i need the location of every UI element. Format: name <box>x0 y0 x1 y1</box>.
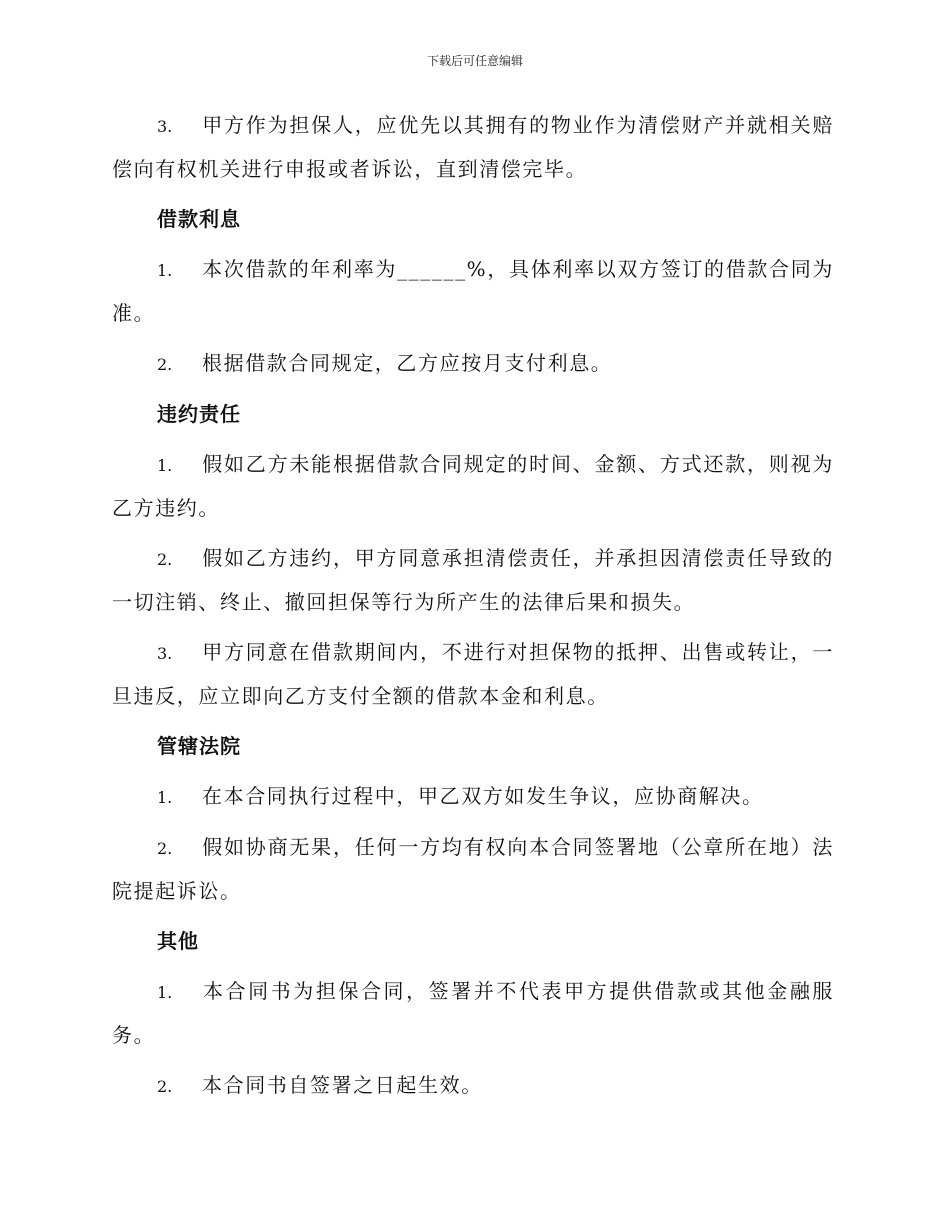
clause-text: 甲方作为担保人，应优先以其拥有的物业作为清偿财产并就相关赔偿向有权机关进行申报或者诉讼，直到清偿完毕。 <box>112 113 834 181</box>
clause-text: 假如乙方违约，甲方同意承担清偿责任，并承担因清偿责任导致的一切注销、终止、撤回担保等行为所产生的法律后果和损失。 <box>112 546 834 614</box>
page-header: 下载后可任意编辑 <box>426 54 523 68</box>
section-heading-interest: 借款利息 <box>157 207 241 231</box>
clause-text: 甲方同意在借款期间内，不进行对担保物的抵押、出售或转让，一旦违反，应立即向乙方支付全额的借款本金和利息。 <box>112 640 834 708</box>
clause-other-2 <box>112 1064 834 1108</box>
clause-liability-3 <box>112 631 834 718</box>
section-heading-jurisdiction: 管辖法院 <box>157 734 241 758</box>
clause-jurisdiction-1 <box>112 775 834 819</box>
clause-text: 本次借款的年利率为______%，具体利率以双方签订的借款合同为准。 <box>112 257 834 325</box>
section-heading-liability: 违约责任 <box>157 402 241 426</box>
clause-interest-2 <box>112 342 834 386</box>
clause-number: 3. <box>157 117 173 136</box>
clause-number: 2. <box>157 1077 173 1096</box>
clause-text: 本合同书为担保合同，签署并不代表甲方提供借款或其他金融服务。 <box>112 979 834 1047</box>
clause-number: 1. <box>157 261 173 280</box>
clause-number: 2. <box>157 839 173 858</box>
clause-number: 1. <box>157 456 173 475</box>
clause-number: 2. <box>157 550 173 569</box>
clause-liability-1 <box>112 443 834 530</box>
document-body <box>112 104 834 1115</box>
clause-number: 2. <box>157 355 173 374</box>
clause-jurisdiction-2 <box>112 826 834 913</box>
clause-text: 在本合同执行过程中，甲乙双方如发生争议，应协商解决。 <box>202 784 764 808</box>
clause-number: 1. <box>157 983 173 1002</box>
clause-text: 根据借款合同规定，乙方应按月支付利息。 <box>202 351 613 375</box>
clause-number: 3. <box>157 644 173 663</box>
clause-text: 假如乙方未能根据借款合同规定的时间、金额、方式还款，则视为乙方违约。 <box>112 452 834 520</box>
section-heading-other: 其他 <box>157 929 199 953</box>
clause-liability-2 <box>112 537 834 624</box>
clause-other-1 <box>112 970 834 1057</box>
clause-interest-1 <box>112 248 834 335</box>
clause-text: 本合同书自签署之日起生效。 <box>202 1073 483 1097</box>
clause-number: 1. <box>157 788 173 807</box>
clause-guarantee-3 <box>112 104 834 191</box>
clause-text: 假如协商无果，任何一方均有权向本合同签署地（公章所在地）法院提起诉讼。 <box>112 835 834 903</box>
